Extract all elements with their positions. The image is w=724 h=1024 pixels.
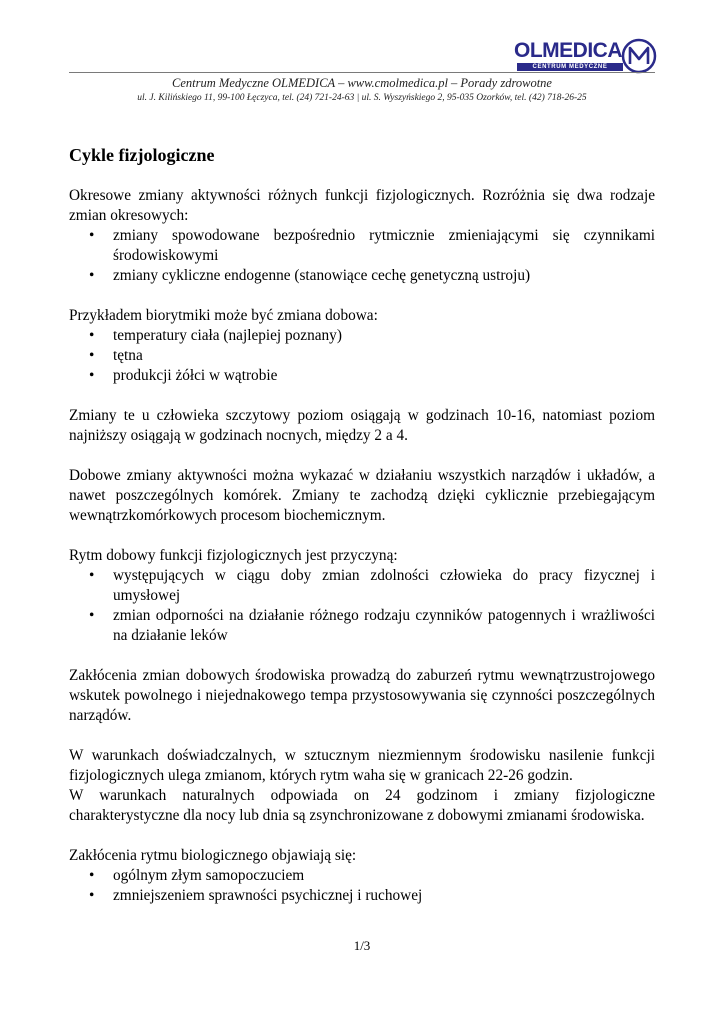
document-body	[69, 186, 655, 906]
olmedica-emblem-icon	[621, 38, 657, 74]
paragraph: Przykładem biorytmiki może być zmiana dobowa:	[69, 307, 378, 324]
header-address-line: ul. J. Kilińskiego 11, 99-100 Łęczyca, tel. (24) 721-24-63 | ul. S. Wyszyńskiego 2, 95-035 Ozorków, tel. (42) 718-26-25	[137, 93, 587, 103]
bullet-icon: •	[89, 227, 95, 244]
paragraph: Zakłócenia zmian dobowych środowiska prowadzą do zaburzeń rytmu wewnątrzustrojowego wskutek powolnego i niejednakowego tempa przystosowywania się czynności poszczególnych narządów.	[69, 667, 655, 724]
logo-tagline: CENTRUM MEDYCZNE	[517, 63, 623, 71]
list-item: • tętna	[89, 347, 143, 364]
bullet-list	[69, 326, 655, 386]
list-item: • występujących w ciągu doby zmian zdolności człowieka do pracy fizycznej i umysłowej	[89, 567, 655, 604]
bullet-icon: •	[89, 367, 95, 384]
paragraph: W warunkach doświadczalnych, w sztucznym niezmiennym środowisku nasilenie funkcji fizjologicznych ulega zmianom, których rytm waha się w granicach 22-26 godzin.	[69, 747, 655, 784]
bullet-icon: •	[89, 327, 95, 344]
page-number: 1/3	[353, 938, 371, 953]
bullet-list	[69, 226, 655, 286]
paragraph: Zmiany te u człowieka szczytowy poziom osiągają w godzinach 10-16, natomiast poziom najniższy osiągają w godzinach nocnych, między 2 a 4.	[69, 407, 655, 444]
bullet-list	[69, 566, 655, 646]
bullet-list	[69, 866, 655, 906]
header-divider	[69, 72, 655, 73]
bullet-icon: •	[89, 867, 95, 884]
list-item: • produkcji żółci w wątrobie	[89, 367, 278, 384]
bullet-icon: •	[89, 887, 95, 904]
logo-wordmark: OLMEDICA	[514, 39, 622, 62]
list-item: • temperatury ciała (najlepiej poznany)	[89, 327, 342, 344]
bullet-icon: •	[89, 607, 95, 624]
paragraph: Zakłócenia rytmu biologicznego objawiają się:	[69, 847, 357, 864]
header-clinic-line: Centrum Medyczne OLMEDICA – www.cmolmedica.pl – Porady zdrowotne	[172, 76, 552, 90]
paragraph: W warunkach naturalnych odpowiada on 24 godzinom i zmiany fizjologiczne charakterystyczne dla nocy lub dnia są zsynchronizowane z dobowymi zmianami środowiska.	[69, 787, 655, 824]
list-item: • zmniejszeniem sprawności psychicznej i ruchowej	[89, 887, 423, 904]
olmedica-logo	[514, 38, 657, 75]
list-item: • ogólnym złym samopoczuciem	[89, 867, 305, 884]
list-item: • zmian odporności na działanie różnego rodzaju czynników patogennych i wrażliwości na działanie leków	[89, 607, 655, 644]
paragraph: Okresowe zmiany aktywności różnych funkcji fizjologicznych. Rozróżnia się dwa rodzaje zmian okresowych:	[69, 187, 655, 224]
list-item: • zmiany spowodowane bezpośrednio rytmicznie zmieniającymi się czynnikami środowiskowymi	[89, 227, 655, 264]
paragraph: Rytm dobowy funkcji fizjologicznych jest przyczyną:	[69, 547, 398, 564]
bullet-icon: •	[89, 567, 95, 584]
bullet-icon: •	[89, 267, 95, 284]
list-item: • zmiany cykliczne endogenne (stanowiące cechę genetyczną ustroju)	[89, 267, 531, 284]
bullet-icon: •	[89, 347, 95, 364]
page-title: Cykle fizjologiczne	[69, 145, 215, 165]
paragraph: Dobowe zmiany aktywności można wykazać w działaniu wszystkich narządów i układów, a nawet poszczególnych komórek. Zmiany te zachodzą dzięki cyklicznie przebiegającym wewnątrzkomórkowych procesom biochemicznym.	[69, 467, 655, 524]
